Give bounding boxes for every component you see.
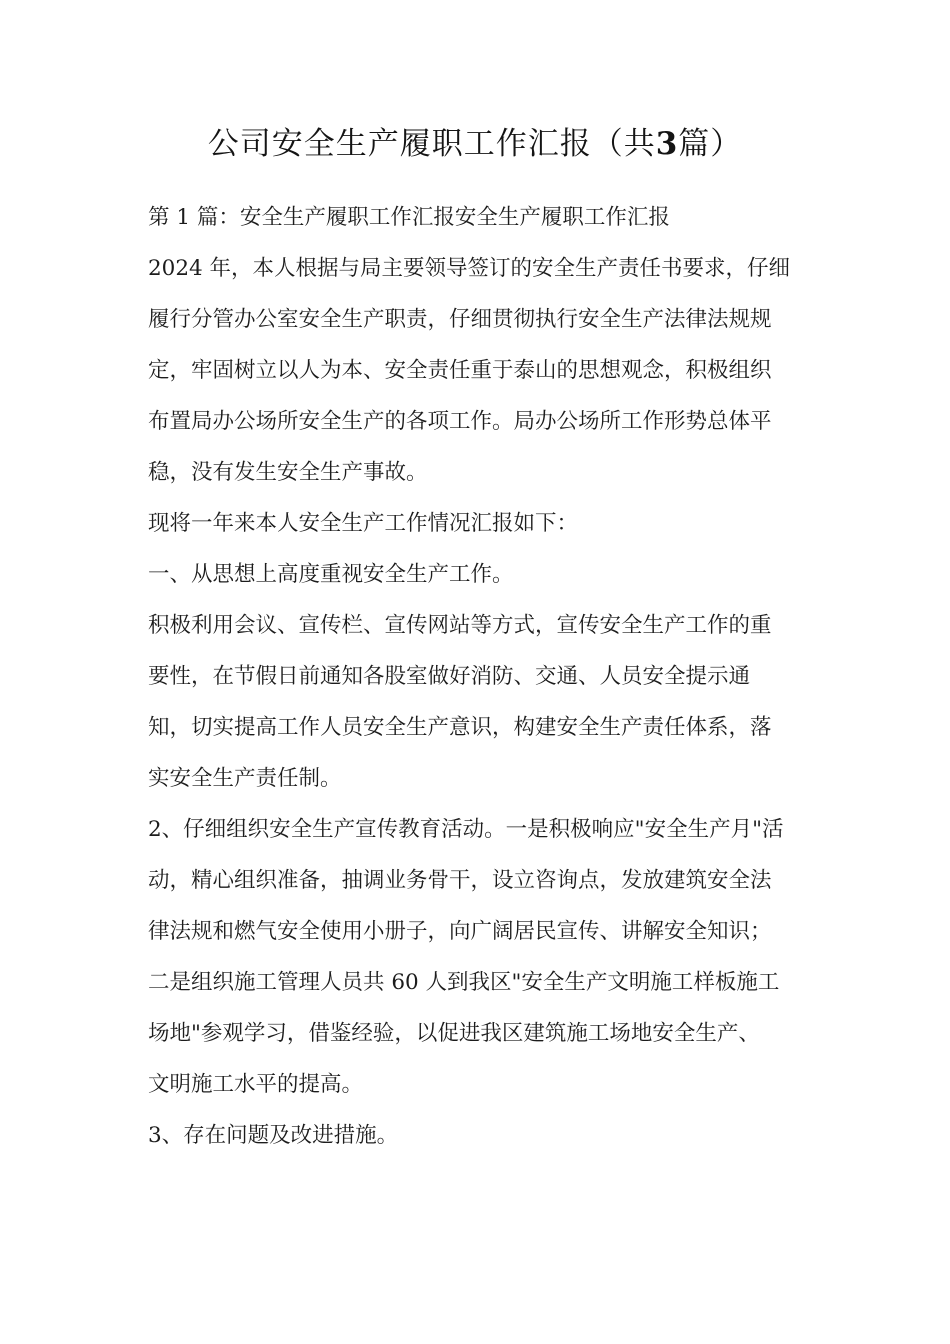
- paragraph-line: 律法规和燃气安全使用小册子，向广阔居民宣传、讲解安全知识；: [148, 919, 772, 944]
- paragraph-line: 场地"参观学习，借鉴经验，以促进我区建筑施工场地安全生产、: [148, 1021, 760, 1046]
- paragraph-line: 实安全生产责任制。: [148, 766, 342, 791]
- document-title: [0, 118, 950, 170]
- paragraph-line: 现将一年来本人安全生产工作情况汇报如下：: [148, 511, 579, 536]
- paragraph-line: 积极利用会议、宣传栏、宣传网站等方式，宣传安全生产工作的重: [148, 613, 772, 638]
- section-heading: 第 1 篇：安全生产履职工作汇报安全生产履职工作汇报: [148, 205, 670, 230]
- title-suffix: 篇）: [678, 126, 743, 162]
- paragraph-line: 履行分管办公室安全生产职责，仔细贯彻执行安全生产法律法规规: [148, 307, 772, 332]
- subheading: 一、从思想上高度重视安全生产工作。: [148, 562, 514, 587]
- paragraph-line: 布置局办公场所安全生产的各项工作。局办公场所工作形势总体平: [148, 409, 772, 434]
- paragraph-line: 动，精心组织准备，抽调业务骨干，设立咨询点，发放建筑安全法: [148, 868, 772, 893]
- paragraph-line: 要性，在节假日前通知各股室做好消防、交通、人员安全提示通: [148, 664, 751, 689]
- title-number: 3: [655, 126, 679, 162]
- paragraph-line: 文明施工水平的提高。: [148, 1072, 364, 1097]
- paragraph-line: 2024 年，本人根据与局主要领导签订的安全生产责任书要求，仔细: [148, 256, 791, 281]
- paragraph-line: 二是组织施工管理人员共 60 人到我区"安全生产文明施工样板施工: [148, 970, 780, 995]
- paragraph-line: 知，切实提高工作人员安全生产意识，构建安全生产责任体系，落: [148, 715, 772, 740]
- paragraph-line: 2、仔细组织安全生产宣传教育活动。一是积极响应"安全生产月"活: [148, 817, 784, 842]
- document-body: [148, 192, 808, 1161]
- paragraph-line: 稳，没有发生安全生产事故。: [148, 460, 428, 485]
- subheading: 3、存在问题及改进措施。: [148, 1123, 399, 1148]
- paragraph-line: 定，牢固树立以人为本、安全责任重于泰山的思想观念，积极组织: [148, 358, 772, 383]
- title-prefix: 公司安全生产履职工作汇报（共: [207, 126, 656, 162]
